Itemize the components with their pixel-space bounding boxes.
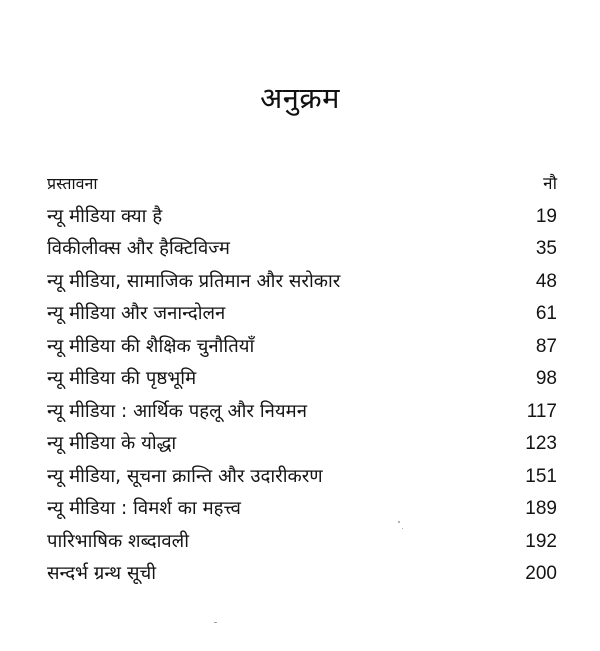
toc-entry [47, 526, 557, 559]
scan-speck [398, 521, 400, 523]
table-of-contents [47, 168, 557, 591]
scan-speck [214, 622, 217, 623]
toc-entry-page: 48 [535, 270, 557, 292]
toc-entry-page: नौ [543, 174, 557, 194]
page-title: अनुक्रम [260, 81, 340, 115]
toc-entry-title: न्यू मीडिया : विमर्श का महत्त्व [47, 498, 241, 519]
toc-entry-page: 61 [535, 303, 557, 324]
toc-entry [47, 298, 557, 331]
toc-entry [47, 493, 557, 526]
toc-entry-title: न्यू मीडिया क्या है [47, 205, 163, 227]
toc-entry-page: 192 [525, 530, 557, 552]
toc-entry-page: 189 [525, 498, 557, 519]
toc-entry-title: न्यू मीडिया और जनान्दोलन [47, 303, 226, 324]
toc-entry [47, 461, 557, 494]
toc-entry-title: सन्दर्भ ग्रन्थ सूची [47, 563, 157, 584]
toc-entry-page: 19 [535, 205, 557, 227]
toc-entry-page: 151 [525, 465, 557, 487]
toc-entry [47, 363, 557, 396]
toc-entry-page: 117 [526, 400, 557, 422]
toc-entry-page: 35 [535, 238, 557, 259]
toc-entry [47, 331, 557, 364]
toc-entry-title: न्यू मीडिया के योद्धा [47, 433, 177, 454]
toc-entry-title: न्यू मीडिया, सूचना क्रान्ति और उदारीकरण [47, 465, 323, 487]
toc-entry-title: विकीलीक्स और हैक्टिविज्म [47, 238, 230, 259]
toc-entry [47, 266, 557, 299]
toc-entry-page: 87 [535, 335, 557, 357]
toc-entry-title: न्यू मीडिया : आर्थिक पहलू और नियमन [47, 400, 307, 422]
scan-speck [402, 528, 403, 529]
toc-entry [47, 396, 557, 429]
toc-entry [47, 201, 557, 234]
toc-entry-title: प्रस्तावना [47, 174, 98, 193]
toc-entry-page: 98 [535, 368, 557, 389]
toc-entry [47, 168, 557, 201]
toc-entry [47, 428, 557, 461]
toc-entry [47, 558, 557, 591]
toc-entry-page: 123 [525, 433, 557, 454]
toc-entry-title: न्यू मीडिया, सामाजिक प्रतिमान और सरोकार [47, 270, 341, 292]
toc-entry [47, 233, 557, 266]
toc-entry-title: न्यू मीडिया की पृष्ठभूमि [47, 368, 197, 389]
toc-entry-title: न्यू मीडिया की शैक्षिक चुनौतियाँ [47, 335, 255, 357]
toc-entry-title: पारिभाषिक शब्दावली [47, 530, 190, 552]
toc-entry-page: 200 [525, 563, 557, 584]
